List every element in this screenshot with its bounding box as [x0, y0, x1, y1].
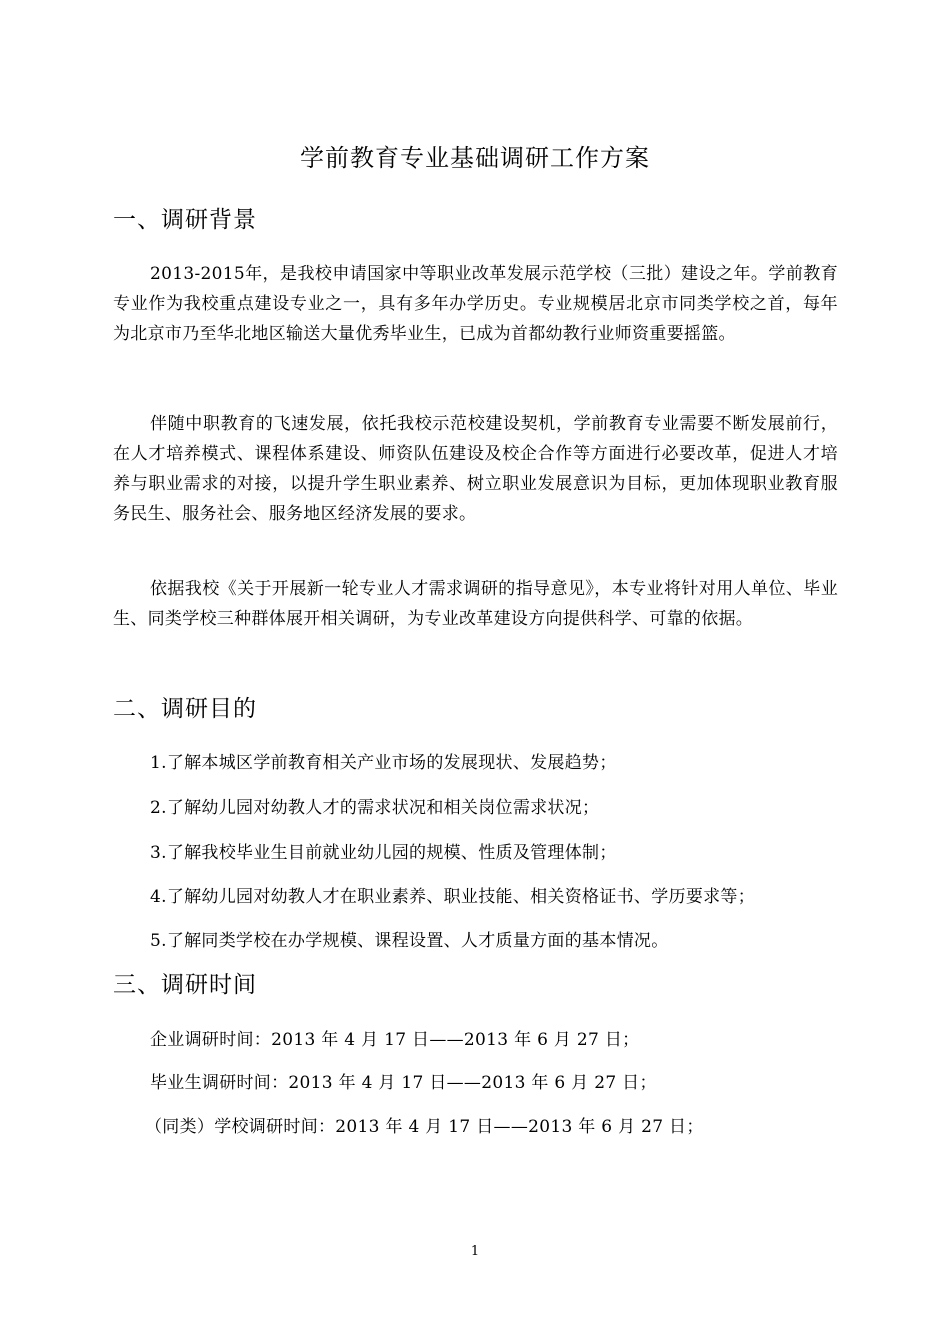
purpose-item-1: 1.了解本城区学前教育相关产业市场的发展现状、发展趋势； [150, 753, 617, 773]
section-heading-schedule: 三、调研时间 [113, 972, 257, 998]
document-title: 学前教育专业基础调研工作方案 [300, 144, 650, 172]
purpose-item-5: 5.了解同类学校在办学规模、课程设置、人才质量方面的基本情况。 [150, 931, 669, 951]
background-paragraph-2: 伴随中职教育的飞速发展，依托我校示范校建设契机，学前教育专业需要不断发展前行，在人才培养模式、课程体系建设、师资队伍建设及校企合作等方面进行必要改革，促进人才培养与职业需求的对接，以提升学生职业素养、树立职业发展意识为目标，更加体现职业教育服务民生、服务社会、服务地区经济发展的要求。 [113, 414, 838, 524]
section-heading-background: 一、调研背景 [113, 207, 257, 233]
schedule-item-schools: （同类）学校调研时间：2013 年 4 月 17 日——2013 年 6 月 27 日； [145, 1117, 704, 1137]
purpose-item-3: 3.了解我校毕业生目前就业幼儿园的规模、性质及管理体制； [150, 843, 617, 863]
section-heading-purpose: 二、调研目的 [113, 696, 257, 722]
purpose-item-2: 2.了解幼儿园对幼教人才的需求状况和相关岗位需求状况； [150, 798, 600, 818]
page-number: 1 [470, 1244, 480, 1259]
purpose-item-4: 4.了解幼儿园对幼教人才在职业素养、职业技能、相关资格证书、学历要求等； [150, 887, 756, 907]
schedule-item-enterprise: 企业调研时间：2013 年 4 月 17 日——2013 年 6 月 27 日； [150, 1030, 640, 1050]
background-paragraph-3: 依据我校《关于开展新一轮专业人才需求调研的指导意见》，本专业将针对用人单位、毕业生、同类学校三种群体展开相关调研，为专业改革建设方向提供科学、可靠的依据。 [113, 579, 838, 629]
schedule-item-graduates: 毕业生调研时间：2013 年 4 月 17 日——2013 年 6 月 27 日； [150, 1073, 657, 1093]
background-paragraph-1: 2013-2015年，是我校申请国家中等职业改革发展示范学校（三批）建设之年。学前教育专业作为我校重点建设专业之一，具有多年办学历史。专业规模居北京市同类学校之首，每年为北京市乃至华北地区输送大量优秀毕业生，已成为首都幼教行业师资重要摇篮。 [113, 264, 838, 344]
